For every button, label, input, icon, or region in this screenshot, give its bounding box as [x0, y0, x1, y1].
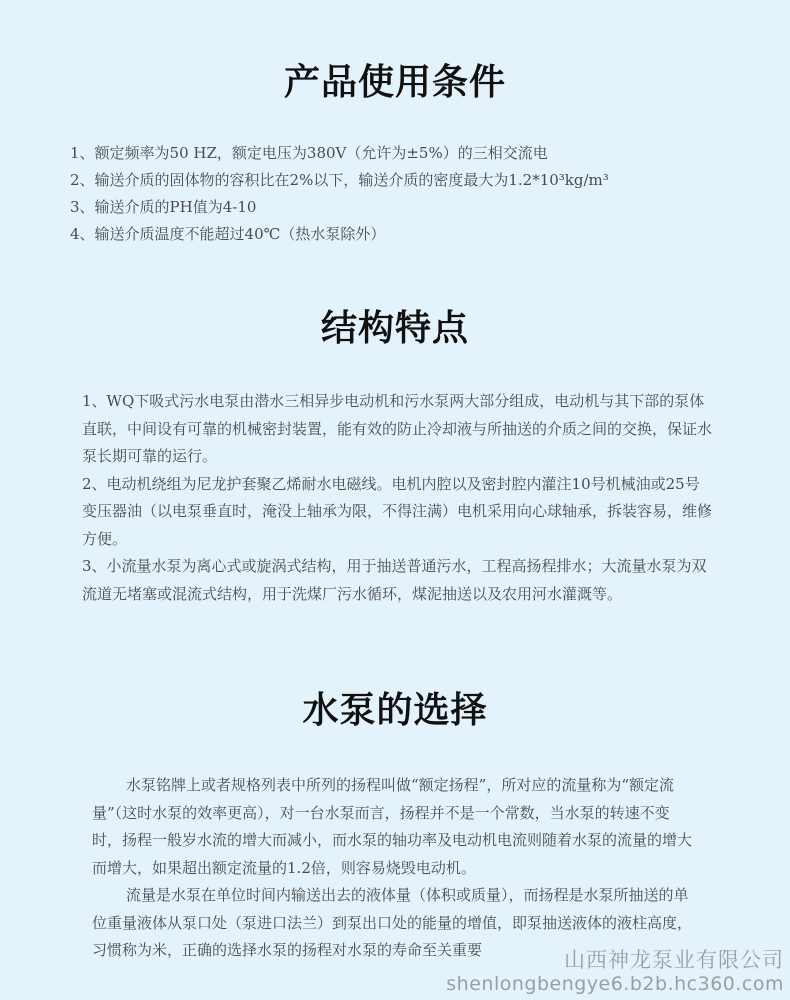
paragraph: 1、WQ下吸式污水电泵由潜水三相异步电动机和污水泵两大部分组成，电动机与其下部的泵体直联，中间设有可靠的机械密封装置，能有效的防止冷却液与所抽送的介质之间的交换，保证水泵长期可靠的运行。 — [82, 392, 713, 465]
structure-features-body — [82, 388, 714, 608]
list-item: 3、输送介质的PH值为4-10 — [70, 198, 257, 216]
list-item: 2、输送介质的固体物的容积比在2%以下，输送介质的密度最大为1.2*10³kg/m³ — [70, 171, 609, 189]
paragraph: 3、小流量水泵为离心式或旋涡式结构，用于抽送普通污水，工程高扬程排水；大流量水泵为双流道无堵塞或混流式结构，用于洗煤厂污水循环，煤泥抽送以及农用河水灌溉等。 — [82, 557, 707, 603]
pump-selection-body — [92, 772, 692, 965]
paragraph: 流量是水泵在单位时间内输送出去的液体量（体积或质量），而扬程是水泵所抽送的单位重量液体从泵口处（泵进口法兰）到泵出口处的能量的增值，即泵抽送液体的液柱高度，习惯称为米，正确的选择水泵的扬程对水泵的寿命至关重要 — [92, 886, 693, 959]
paragraph: 2、电动机绕组为尼龙护套聚乙烯耐水电磁线。电机内腔以及密封腔内灌注10号机械油或25号变压器油（以电泵垂直时，淹没上轴承为限，不得注满）电机采用向心球轴承，拆装容易，维修方便。 — [82, 474, 713, 548]
watermark-company: 山西神龙泵业有限公司 — [564, 948, 784, 972]
section-title-pump-selection: 水泵的选择 — [302, 690, 488, 731]
paragraph: 水泵铭牌上或者规格列表中所列的扬程叫做“额定扬程”，所对应的流量称为“额定流量”（这时水泵的效率更高），对一台水泵而言，扬程并不是一个常数，当水泵的转速不变时，扬程一般岁水流的增大而减小，而水泵的轴功率及电动机电流则随着水泵的流量的增大而增大，如果超出额定流量的1.2倍，则容易烧毁电动机。 — [92, 776, 693, 877]
usage-conditions-list — [70, 140, 750, 248]
section-title-usage-conditions: 产品使用条件 — [283, 62, 506, 103]
section-title-structure-features: 结构特点 — [320, 308, 469, 349]
watermark — [446, 948, 784, 996]
list-item: 4、输送介质温度不能超过40℃（热水泵除外） — [70, 225, 386, 243]
watermark-url: shenlongbengye6.b2b.hc360.com — [446, 973, 784, 995]
list-item: 1、额定频率为50 HZ，额定电压为380V（允许为±5%）的三相交流电 — [70, 144, 548, 162]
